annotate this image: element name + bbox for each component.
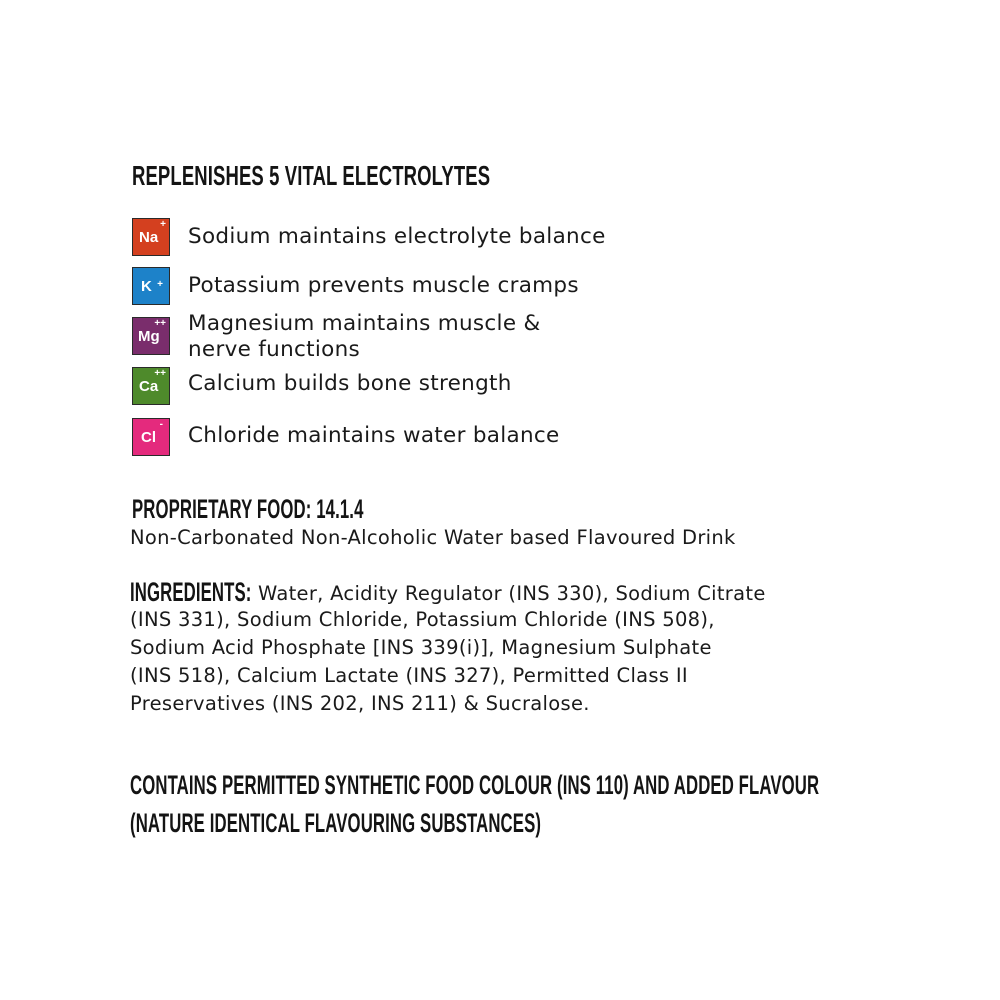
description-line: nerve functions [188,337,361,362]
ion-charge: + [160,219,166,230]
description-line: Magnesium maintains muscle & [188,311,541,336]
electrolyte-item-magnesium [132,311,541,362]
magnesium-tile-icon [132,317,170,355]
description-line: Chloride maintains water balance [188,423,560,448]
ingredients-text: Water, Acidity Regulator (INS 330), Sodium Citrate [258,582,766,605]
ingredients-block [130,578,910,718]
element-symbol: Cl [141,429,156,446]
contains-line: CONTAINS PERMITTED SYNTHETIC FOOD COLOUR (INS 110) AND ADDED FLAVOUR [130,770,820,800]
calcium-tile-icon [132,367,170,405]
electrolyte-item-sodium [132,218,606,258]
element-symbol: Na [139,229,159,246]
electrolyte-description [188,423,560,449]
proprietary-food-label: PROPRIETARY FOOD: 14.1.4 [132,494,364,524]
ion-charge: ++ [154,318,166,329]
ion-charge: + [157,279,163,290]
ingredients-line: Preservatives (INS 202, INS 211) & Sucralose. [130,692,590,715]
element-symbol: Ca [139,378,159,395]
chloride-tile-icon [132,418,170,456]
contains-line: (NATURE IDENTICAL FLAVOURING SUBSTANCES) [130,808,542,838]
electrolyte-item-chloride [132,418,560,458]
element-symbol: K [141,278,152,295]
ion-charge: ++ [154,368,166,379]
ingredients-line: Sodium Acid Phosphate [INS 339(i)], Magnesium Sulphate [130,636,712,659]
electrolyte-item-calcium [132,367,512,407]
electrolyte-description [188,273,579,299]
description-line: Potassium prevents muscle cramps [188,273,579,298]
electrolyte-description [188,371,512,397]
ingredients-line: (INS 518), Calcium Lactate (INS 327), Permitted Class II [130,664,688,687]
electrolyte-description [188,311,541,363]
electrolyte-item-potassium [132,267,579,307]
ingredients-line [130,578,910,606]
sodium-tile-icon [132,218,170,256]
ingredients-line: (INS 331), Sodium Chloride, Potassium Chloride (INS 508), [130,608,715,631]
contains-statement [130,766,819,842]
ingredients-label: INGREDIENTS: [130,577,252,607]
proprietary-food-description: Non-Carbonated Non-Alcoholic Water based Flavoured Drink [130,526,736,549]
element-symbol: Mg [138,328,160,345]
electrolyte-description [188,224,606,250]
description-line: Sodium maintains electrolyte balance [188,224,606,249]
section-heading-electrolytes: REPLENISHES 5 VITAL ELECTROLYTES [132,160,491,191]
potassium-tile-icon [132,267,170,305]
description-line: Calcium builds bone strength [188,371,512,396]
ion-charge: - [159,419,163,430]
